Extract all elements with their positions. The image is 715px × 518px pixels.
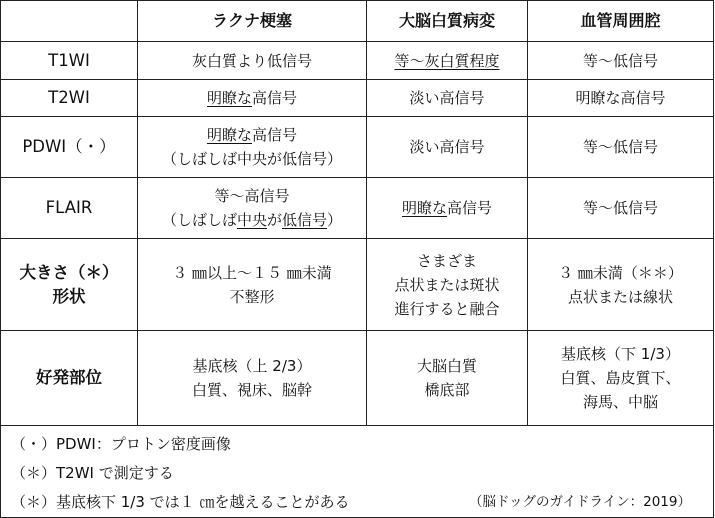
cell-pdwi-lacunar-line1	[138, 123, 366, 147]
row-label-t1wi: T1WI	[1, 42, 138, 80]
cell-site-pvs-line1: 基底核（下 1/3）	[561, 345, 680, 363]
cell-site-lacunar-line2: 白質、視床、脳幹	[191, 381, 312, 399]
cell-pdwi-lacunar-underlined: 明瞭な	[206, 126, 252, 144]
cell-site-wml-line2: 橋底部	[424, 381, 470, 399]
row-label-predilection-site: 好発部位	[1, 331, 138, 426]
row-label-size: 大きさ（＊）	[19, 262, 119, 282]
note-source-citation: （脳ドッグのガイドライン：2019）	[468, 494, 691, 510]
cell-t1-wml-text: 等～灰白質程度	[394, 51, 500, 70]
cell-size-lacunar-line2: 不整形	[229, 287, 275, 306]
cell-flair-wml-underlined: 明瞭な	[401, 199, 447, 217]
cell-flair-lacunar-line1: 等～高信号	[214, 187, 290, 205]
cell-t2-lacunar-underlined: 明瞭な	[206, 89, 252, 107]
cell-site-wml-line1: 大脳白質	[416, 357, 477, 375]
row-t2wi	[1, 80, 714, 117]
cell-flair-lacunar-line2	[138, 208, 366, 232]
note-t2wi-measurement: （＊）T2WI で測定する	[11, 464, 174, 482]
row-t1wi	[1, 42, 714, 80]
cell-size-wml	[367, 239, 528, 331]
cell-size-pvs-line2: 点状または線状	[567, 287, 673, 306]
cell-pdwi-pvs: 等～低信号	[528, 117, 714, 178]
row-pdwi	[1, 117, 714, 178]
cell-t1-wml	[367, 42, 528, 80]
cell-t1-lacunar: 灰白質より低信号	[138, 42, 367, 80]
cell-flair-wml-rest: 高信号	[447, 199, 493, 217]
header-lacunar-infarct: ラクナ梗塞	[138, 1, 367, 42]
header-perivascular-space: 血管周囲腔	[528, 1, 714, 42]
cell-t2-lacunar-rest: 高信号	[252, 89, 298, 107]
cell-t2-wml: 淡い高信号	[367, 80, 528, 117]
cell-pdwi-lacunar	[138, 117, 367, 178]
row-predilection-site	[1, 331, 714, 426]
flair-l2-part-b: が	[266, 211, 282, 229]
notes-cell	[1, 426, 714, 518]
header-blank-cell	[1, 1, 138, 42]
cell-size-wml-line2: 点状または斑状	[394, 275, 500, 294]
cell-size-lacunar-line1: ３ ㎜以上～１５ ㎜未満	[172, 263, 332, 282]
cell-site-lacunar	[138, 331, 367, 426]
row-size-shape	[1, 239, 714, 331]
cell-size-wml-line3: 進行すると融合	[394, 299, 500, 318]
cell-size-pvs	[528, 239, 714, 331]
cell-size-wml-line1: さまざま	[416, 251, 477, 270]
flair-l2-underlined-center: 中央	[236, 211, 267, 229]
cell-t2-lacunar	[138, 80, 367, 117]
row-notes	[1, 426, 714, 518]
cell-pdwi-lacunar-rest: 高信号	[252, 126, 298, 144]
row-label-shape: 形状	[52, 286, 86, 306]
cell-site-pvs-line2: 白質、島皮質下、	[560, 369, 681, 387]
cell-t1-pvs: 等～低信号	[528, 42, 714, 80]
row-label-pdwi: PDWI（・）	[1, 117, 138, 178]
cell-size-lacunar	[138, 239, 367, 331]
header-white-matter-lesion: 大脳白質病変	[367, 1, 528, 42]
cell-size-pvs-line1: ３ ㎜未満（＊＊）	[558, 263, 683, 282]
note-pdwi-definition: （・）PDWI：プロトン密度画像	[11, 435, 231, 453]
flair-l2-underlined-low-signal: 低信号	[282, 211, 328, 229]
row-label-size-shape	[1, 239, 138, 331]
cell-site-wml	[367, 331, 528, 426]
cell-site-lacunar-line1: 基底核（上 2/3）	[192, 357, 312, 375]
note-basal-ganglia-size: （＊）基底核下 1/3 では１ ㎝を越えることがある	[11, 493, 350, 511]
flair-l2-part-a: （しばしば	[161, 211, 237, 229]
flair-l2-part-c: ）	[327, 211, 343, 229]
cell-site-pvs-line3: 海馬、中脳	[582, 393, 658, 411]
note-row3	[11, 488, 713, 517]
cell-flair-pvs: 等～低信号	[528, 178, 714, 239]
cell-flair-wml	[367, 178, 528, 239]
header-row	[1, 1, 714, 42]
cell-pdwi-lacunar-line2: （しばしば中央が低信号）	[161, 150, 342, 168]
cell-pdwi-wml: 淡い高信号	[367, 117, 528, 178]
cell-flair-lacunar	[138, 178, 367, 239]
cell-t2-pvs: 明瞭な高信号	[528, 80, 714, 117]
row-label-flair: FLAIR	[1, 178, 138, 239]
row-flair	[1, 178, 714, 239]
row-label-t2wi: T2WI	[1, 80, 138, 117]
cell-site-pvs	[528, 331, 714, 426]
